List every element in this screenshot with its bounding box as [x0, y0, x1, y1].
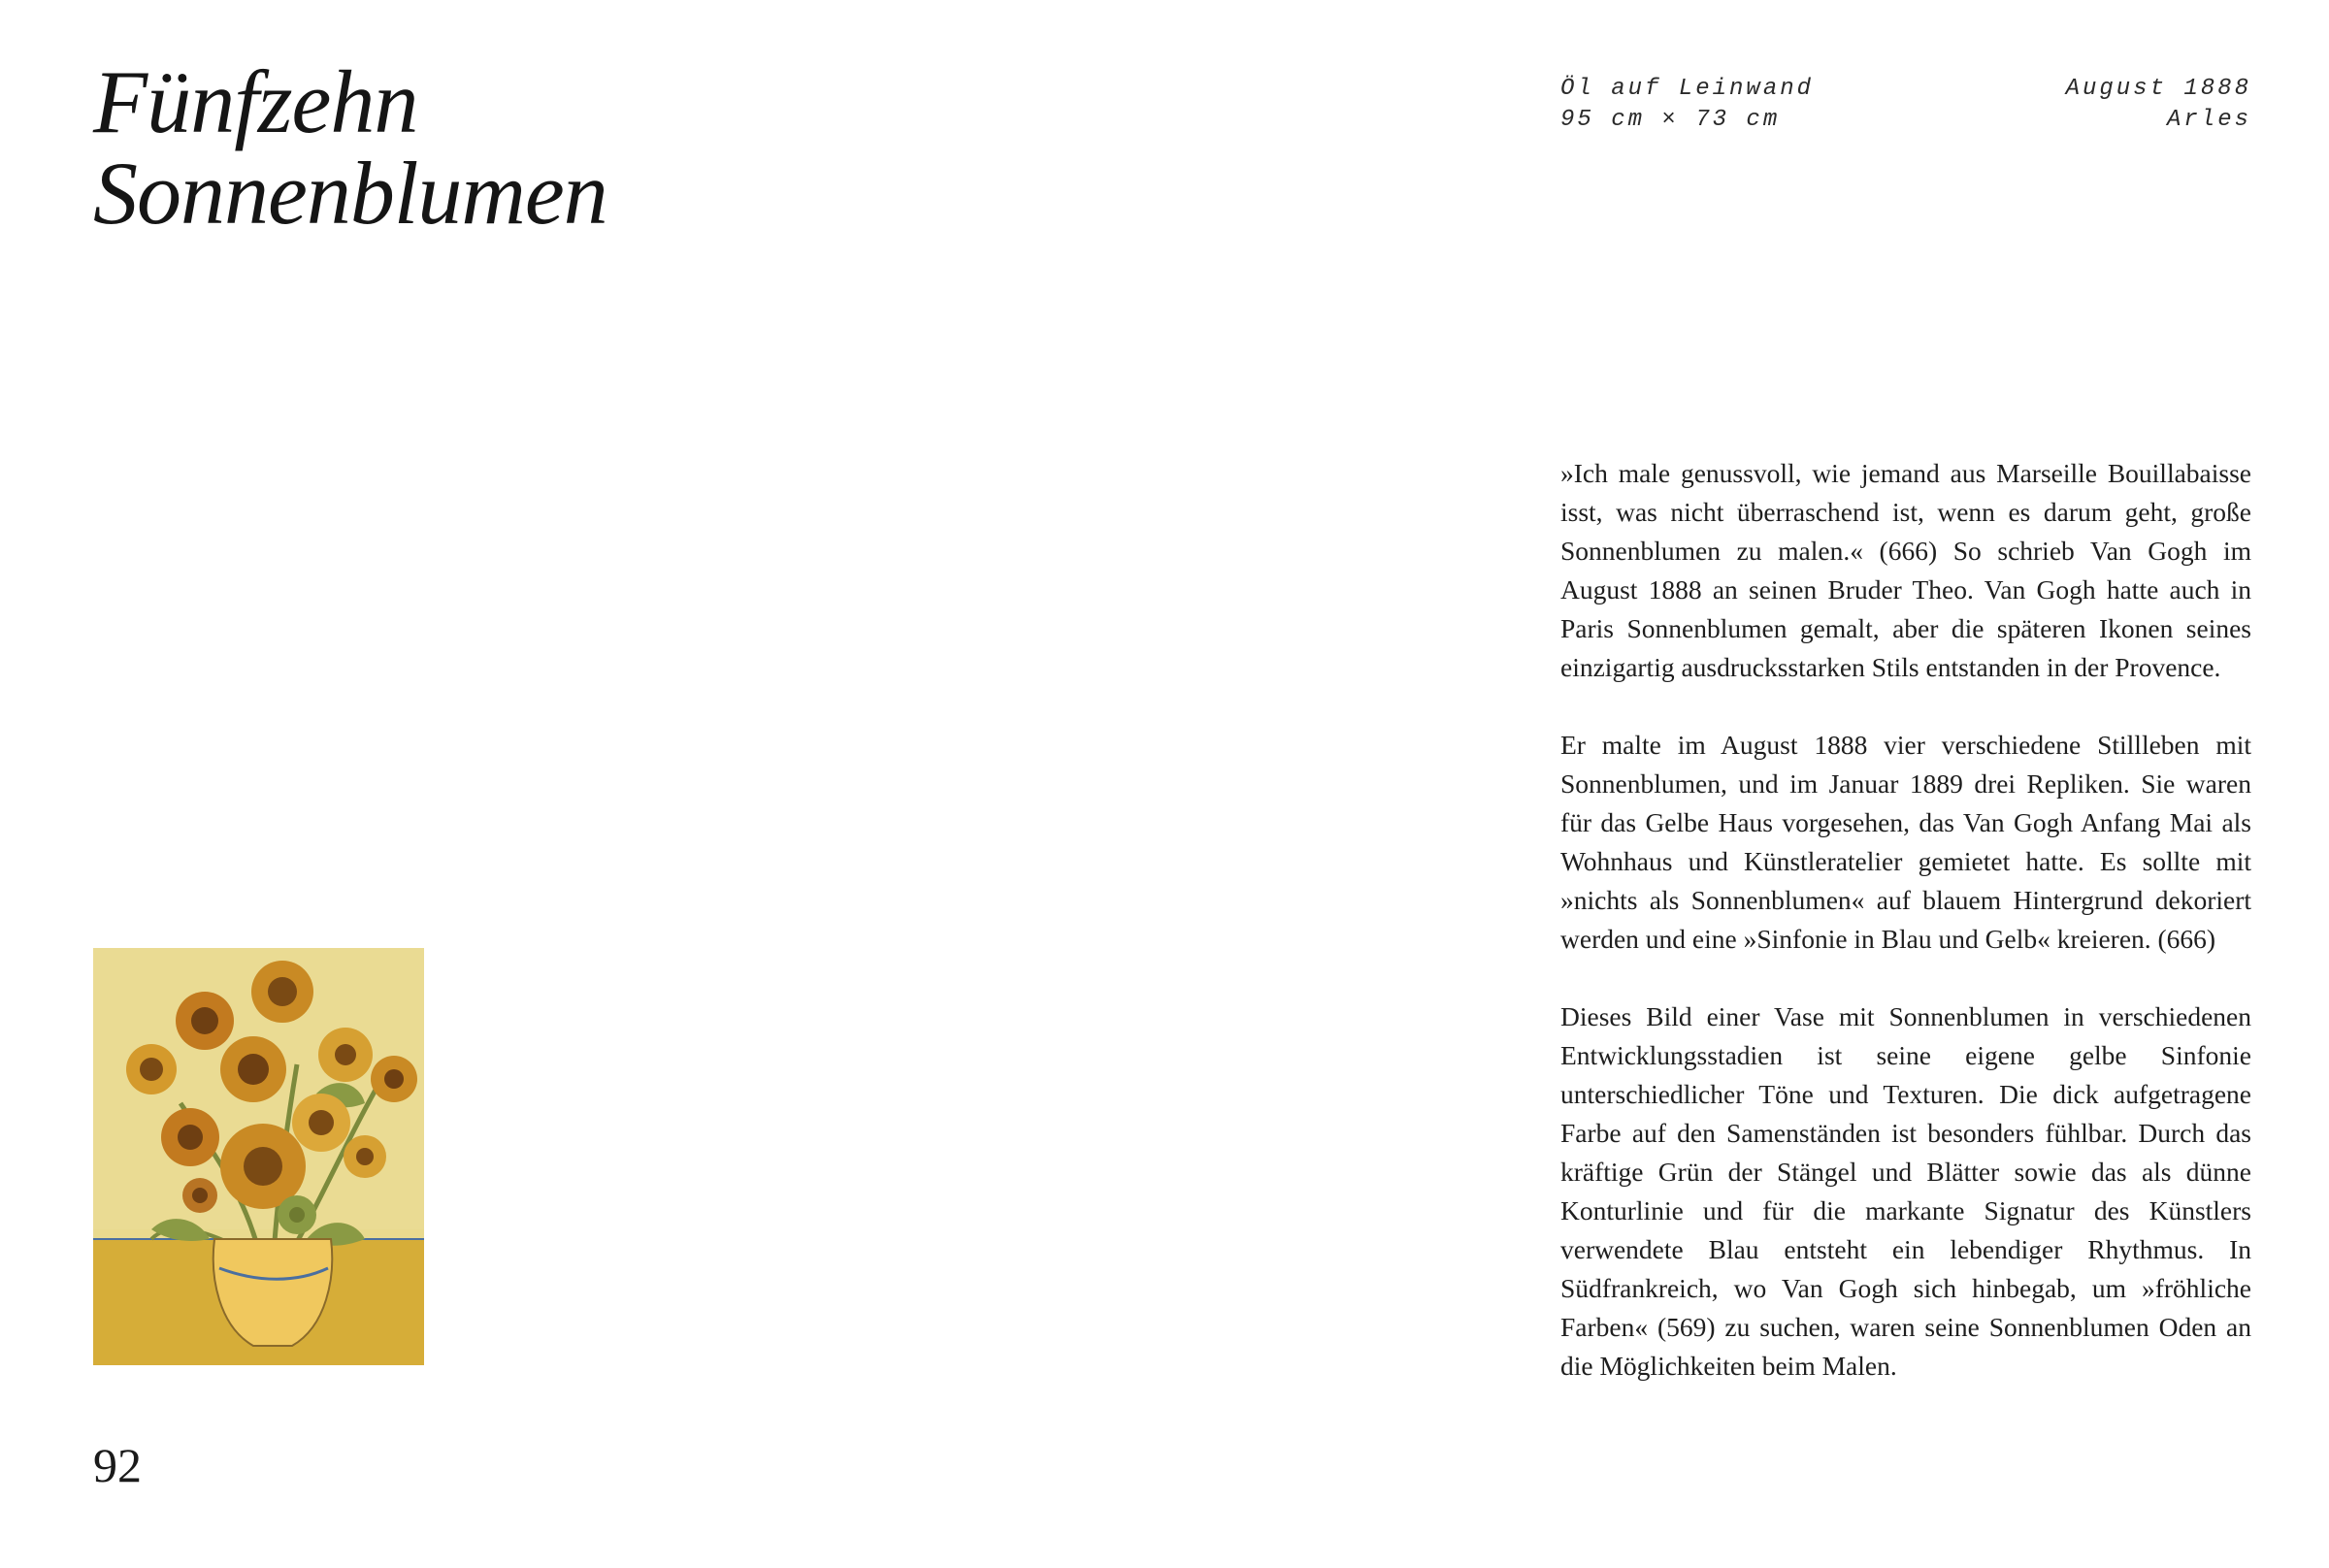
page-number: 92: [93, 1438, 142, 1492]
artwork-place: Arles: [2166, 107, 2251, 133]
sunflower-12: [278, 1195, 316, 1234]
paragraph-2: Er malte im August 1888 vier verschiedene Stillleben mit Sonnenblumen, und im Januar 1889 drei Repliken. Sie waren für das Gelbe Haus vorgesehen, das Van Gogh Anfang Mai als Wohnhaus und Künstleratelier gemietet hatte. Es sollte mit »nichts als Sonnenblumen« auf blauem Hintergrund dekoriert werden und eine »Sinfonie in Blau und Gelb« kreieren. (666): [1560, 730, 2251, 954]
artwork-date: August 1888: [2065, 76, 2251, 102]
sunflower-5: [318, 1028, 373, 1082]
sunflower-7: [292, 1094, 350, 1152]
artwork-medium: Öl auf Leinwand: [1560, 76, 1815, 102]
paragraph-1: »Ich male genussvoll, wie jemand aus Marseille Bouillabaisse isst, was nicht überraschend ist, wenn es darum geht, große Sonnenblumen zu malen.« (666) So schrieb Van Gogh im August 1888 an seinen Bruder Theo. Van Gogh hatte auch in Paris Sonnenblumen gemalt, aber die späteren Ikonen seines einzigartig ausdrucksstarken Stils entstanden in der Provence.: [1560, 458, 2251, 682]
artwork-origin-info: [2066, 74, 2251, 136]
sunflower-11: [182, 1178, 217, 1213]
paragraph-3: Dieses Bild einer Vase mit Sonnenblumen in verschiedenen Entwicklungsstadien ist seine eigene gelbe Sinfonie unterschiedlicher Töne und Texturen. Die dick aufgetragene Farbe auf den Samenständen ist besonders fühlbar. Durch das kräftige Grün der Stängel und Blätter sowie das als dünne Konturlinie und für die markante Signatur des Künstlers verwendete Blau entsteht ein lebendiger Rhythmus. In Südfrankreich, wo Van Gogh sich hinbegab, um »fröhliche Farben« (569) zu suchen, waren seine Sonnenblumen Oden an die Möglichkeiten beim Malen.: [1560, 1001, 2251, 1381]
sunflower-1: [251, 961, 313, 1023]
sunflower-2: [176, 992, 234, 1050]
sunflower-10: [344, 1135, 386, 1178]
article-body: [1560, 454, 2251, 1424]
artwork-title: [93, 52, 607, 243]
artwork-dimensions: 95 cm × 73 cm: [1560, 107, 1781, 133]
sunflowers-painting-image: [93, 948, 424, 1365]
sunflower-3: [126, 1044, 177, 1094]
sunflower-8: [161, 1108, 219, 1166]
artwork-title-line-2: Sonnenblumen: [93, 144, 607, 243]
artwork-title-line-1: Fünfzehn: [93, 52, 418, 151]
artwork-technical-info: [1560, 74, 1814, 136]
sunflower-4: [220, 1036, 286, 1102]
sunflower-6: [371, 1056, 417, 1102]
